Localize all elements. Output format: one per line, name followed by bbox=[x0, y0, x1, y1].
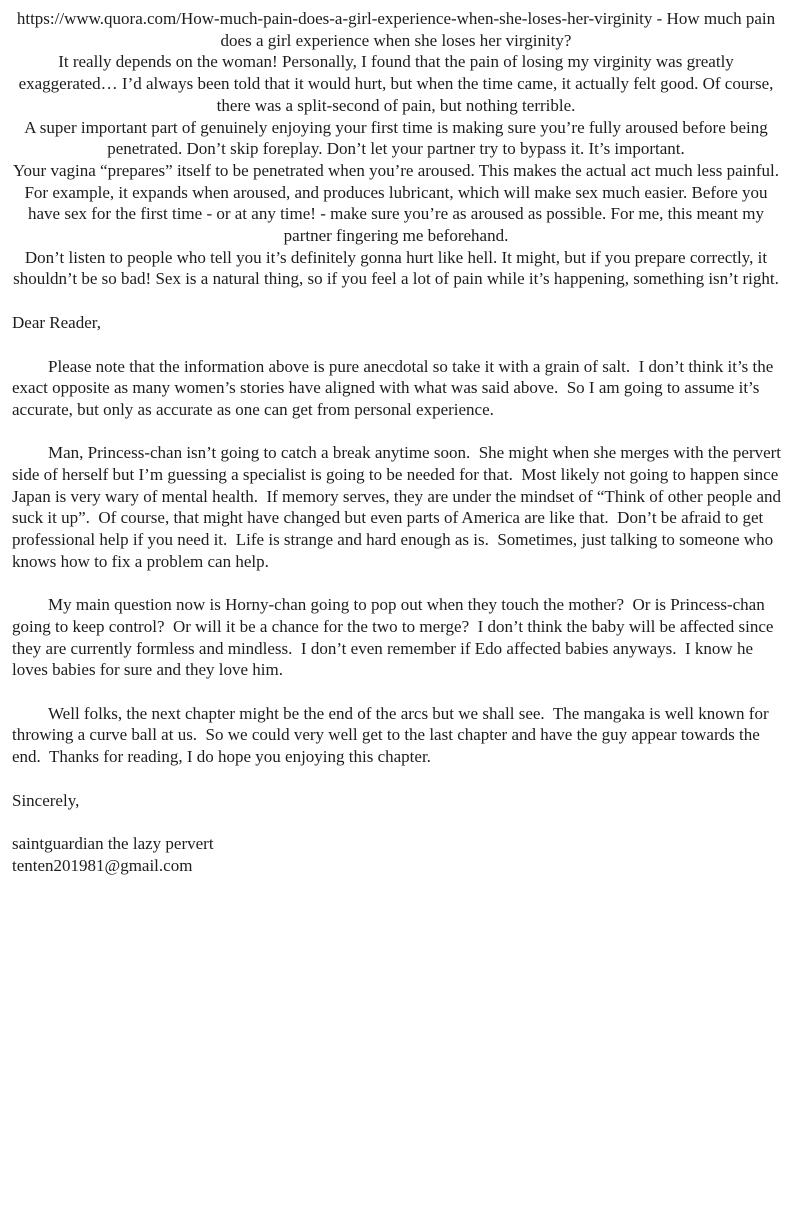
quoted-article-block bbox=[0, 0, 792, 290]
signature-email: tenten201981@gmail.com bbox=[12, 855, 193, 875]
quote-paragraph: A super important part of genuinely enjoying your first time is making sure you’re fully aroused before being penetrated. Don’t skip foreplay. Don’t let your partner try to bypass it. It’s important. bbox=[24, 117, 773, 159]
body-paragraph: Well folks, the next chapter might be the end of the arcs but we shall see. The mangaka is well known for throwing a curve ball at us. So we could very well get to the last chapter and have the guy appear towards the end. Thanks for reading, I do hope you enjoying this chapter. bbox=[12, 703, 773, 767]
letter-body bbox=[0, 312, 792, 876]
body-paragraph: Please note that the information above is pure anecdotal so take it with a grain of salt. I don’t think it’s the exact opposite as many women’s stories have aligned with what was said above. So I am going to assume it’s accurate, but only as accurate as one can get from personal experience. bbox=[12, 356, 778, 419]
quote-paragraph: It really depends on the woman! Personally, I found that the pain of losing my virginity was greatly exaggerated… I’d always been told that it would hurt, but when the time came, it actually felt good. Of course, there was a split-second of pain, but nothing terrible. bbox=[18, 52, 778, 115]
signature-block bbox=[12, 833, 782, 876]
quote-paragraph: Don’t listen to people who tell you it’s definitely gonna hurt like hell. It might, but if you prepare correctly, it shouldn’t be so bad! Sex is a natural thing, so if you feel a lot of pain while it’s happening, something isn’t right. bbox=[13, 247, 779, 289]
signature-name: saintguardian the lazy pervert bbox=[12, 833, 214, 853]
quote-source-line: https://www.quora.com/How-much-pain-does-a-girl-experience-when-she-loses-her-virginity - How much pain does a girl experience when she loses her virginity? bbox=[16, 9, 780, 50]
body-paragraph: Man, Princess-chan isn’t going to catch a break anytime soon. She might when she merges with the pervert side of herself but I’m guessing a specialist is going to be needed for that. Most likely not going to happen since Japan is very wary of mental health. If memory serves, they are under the mindset of “Think of other people and suck it up”. Of course, that might have changed but even parts of America are like that. Don’t be afraid to get professional help if you need it. Life is strange and hard enough as is. Sometimes, just talking to someone who knows how to fix a problem can help. bbox=[12, 443, 786, 571]
closing: Sincerely, bbox=[12, 790, 80, 810]
salutation: Dear Reader, bbox=[12, 313, 101, 333]
quote-paragraph: Your vagina “prepares” itself to be penetrated when you’re aroused. This makes the actual act much less painful. For example, it expands when aroused, and produces lubricant, which will make sex much easier. Before you have sex for the first time - or at any time! - make sure you’re as aroused as possible. For me, this meant my partner fingering me beforehand. bbox=[12, 160, 784, 246]
body-paragraph: My main question now is Horny-chan going to pop out when they touch the mother? Or is Princess-chan going to keep control? Or will it be a chance for the two to merge? I don’t think the baby will be affected since they are currently formless and mindless. I don’t even remember if Edo affected babies anyways. I know he loves babies for sure and they love him. bbox=[12, 595, 778, 680]
